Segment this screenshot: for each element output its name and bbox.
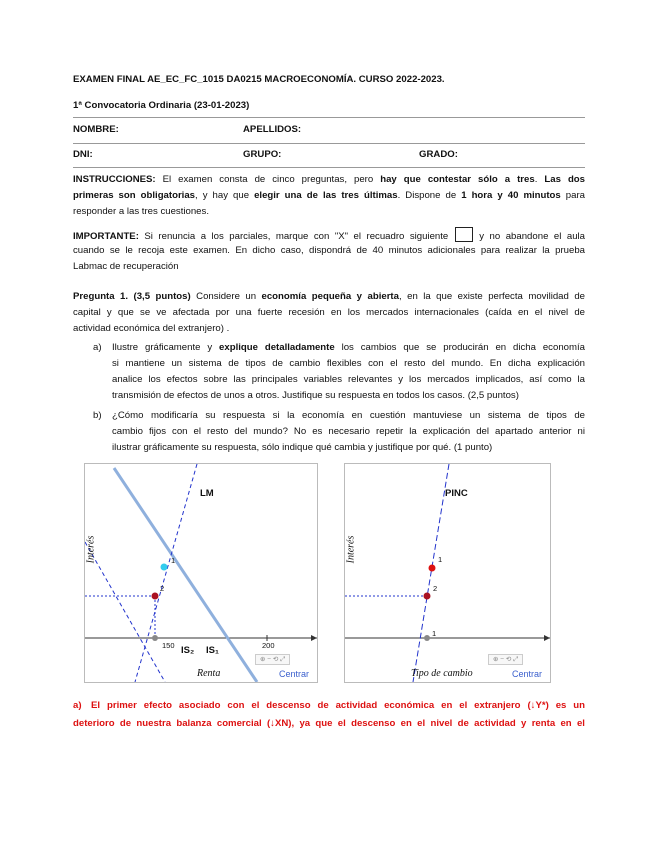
exam-title: EXAMEN FINAL AE_EC_FC_1015 DA0215 MACROECONOMÍA. CURSO 2022-2023.	[73, 74, 445, 85]
down-arrow-icon: ↓	[270, 718, 275, 729]
answer-line-2: deterioro de nuestra balanza comercial (↓XN), ya que el descenso en el nivel de actividad y renta en el	[73, 718, 585, 729]
divider	[73, 117, 585, 118]
item-b-line-3: ilustrar gráficamente su respuesta, sólo indique qué cambia y justifique por qué. (1 punto)	[112, 442, 493, 453]
grupo-label: GRUPO:	[243, 149, 282, 160]
item-b-line-1: ¿Cómo modificaría su respuesta si la economía en cuestión mantuviese un sistema de tipos de	[112, 410, 585, 421]
is1-label: IS₁	[206, 645, 219, 656]
pinc-curve	[413, 464, 449, 682]
important-label: IMPORTANTE:	[73, 231, 139, 242]
point-2-label: 2	[433, 584, 438, 593]
item-a-marker: a)	[93, 342, 102, 353]
instructions-line-2: primeras son obligatorias, y hay que elegir una de las tres últimas. Dispone de 1 hora y 40 minutos para	[73, 190, 585, 201]
graph-toolbar[interactable]: ⊕ − ⟲ ⤢	[255, 654, 290, 665]
tick-200-label: 200	[262, 641, 275, 650]
item-b-line-2: cambio fijos con el resto del mundo? No es necesario repetir la explicación del apartado anterior ni	[112, 426, 585, 437]
graph-pinc[interactable]	[344, 463, 551, 683]
question-1-line-2: capital y que se ve afectada por una fuerte recesión en los mercados internacionales (caída en el nivel de	[73, 307, 585, 318]
x-axis-arrow	[311, 635, 317, 641]
item-a-line-4: transmisión de efectos de unos a otros. Justifique su respuesta en todos los casos. (2,5 puntos)	[112, 390, 519, 401]
important-line-2: cuando se le recoja este examen. En dicho caso, dispondrá de 40 minutos adicionales para realizar la prueba	[73, 245, 585, 256]
point-2[interactable]	[152, 593, 159, 600]
point-axis-label: 1	[432, 629, 437, 638]
item-b-marker: b)	[93, 410, 102, 421]
center-link[interactable]: Centrar	[512, 669, 543, 679]
item-a-line-1: Ilustre gráficamente y explique detalladamente los cambios que se producirán en dicha economía	[112, 342, 585, 353]
answer-marker: a)	[73, 700, 82, 711]
answer-line-1: El primer efecto asociado con el descenso de actividad económica en el extranjero (↓Y*) es un	[91, 700, 585, 711]
is2-label: IS₂	[181, 645, 195, 656]
item-a-line-3: analice los efectos sobre las principales variables relevantes y los mercados implicados, así como la	[112, 374, 585, 385]
question-1-line-1: Pregunta 1. (3,5 puntos) Considere un economía pequeña y abierta, en la que existe perfecta movilidad de	[73, 291, 585, 302]
question-1-label: Pregunta 1. (3,5 puntos)	[73, 291, 191, 302]
down-arrow-icon: ↓	[530, 700, 536, 711]
center-link[interactable]: Centrar	[279, 669, 310, 679]
is2-curve	[85, 542, 165, 682]
point-1-label: 1	[171, 556, 176, 565]
question-1-line-3: actividad económica del extranjero) .	[73, 323, 230, 334]
x-axis-label: Tipo de cambio	[411, 668, 473, 679]
item-a-line-2: si mantiene un sistema de tipos de cambio flexibles con el resto del mundo. En dicha explicación	[112, 358, 585, 369]
divider	[73, 167, 585, 168]
point-2[interactable]	[424, 593, 431, 600]
important-line-1: IMPORTANTE: Si renuncia a los parciales, marque con "X" el recuadro siguiente y no abandone el aula	[73, 227, 585, 245]
point-1[interactable]	[429, 565, 436, 572]
instructions-label: INSTRUCCIONES:	[73, 174, 156, 185]
point-axis[interactable]	[424, 635, 430, 641]
tick-150-label: 150	[162, 641, 175, 650]
instructions-line-1: INSTRUCCIONES: El examen consta de cinco preguntas, pero hay que contestar sólo a tres. Las dos	[73, 174, 586, 185]
instructions-line-3: responder a las tres cuestiones.	[73, 206, 209, 217]
important-line-3: Labmac de recuperación	[73, 261, 179, 272]
x-axis-label: Renta	[197, 668, 221, 679]
nombre-label: NOMBRE:	[73, 124, 119, 135]
point-axis[interactable]	[152, 635, 158, 641]
point-1-label: 1	[438, 555, 443, 564]
dni-label: DNI:	[73, 149, 93, 160]
exam-convocatoria: 1ª Convocatoria Ordinaria (23-01-2023)	[73, 100, 250, 111]
pinc-label: PINC	[445, 488, 468, 499]
point-2-label: 2	[160, 584, 165, 593]
apellidos-label: APELLIDOS:	[243, 124, 302, 135]
point-1[interactable]	[161, 564, 168, 571]
grado-label: GRADO:	[419, 149, 458, 160]
y-axis-label: Interés	[345, 535, 357, 564]
graph-toolbar[interactable]: ⊕ − ⟲ ⤢	[488, 654, 523, 665]
renuncia-checkbox[interactable]	[455, 227, 473, 242]
divider	[73, 143, 585, 144]
lm-label: LM	[200, 488, 214, 499]
graph-is-lm[interactable]	[84, 463, 318, 683]
x-axis-arrow	[544, 635, 550, 641]
y-axis-label: Interés	[85, 535, 97, 564]
